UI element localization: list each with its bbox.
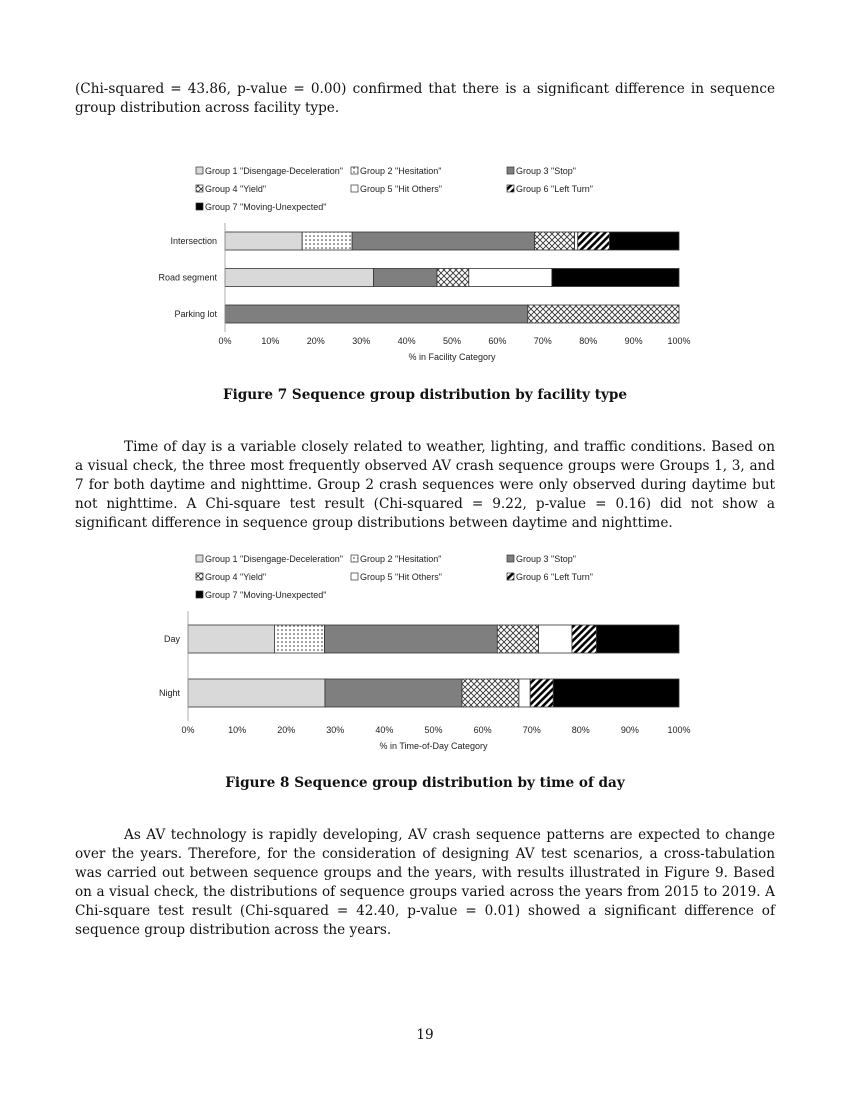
bar-segment-intersection-group-2 — [302, 232, 352, 250]
legend-label-group-2: Group 2 "Hesitation" — [360, 554, 442, 564]
figure-7-caption: Figure 7 Sequence group distribution by facility type — [222, 387, 628, 403]
paragraph-fig7-conclusion: (Chi-squared = 43.86, p-value = 0.00) confirmed that there is a significant difference in sequence group distribution across facility type. — [75, 81, 775, 116]
x-axis-label: % in Time-of-Day Category — [379, 741, 488, 751]
bar-segment-night-group-4 — [462, 679, 519, 707]
x-tick-label-60: 60% — [488, 336, 507, 346]
legend-label-group-7: Group 7 "Moving-Unexpected" — [205, 202, 327, 212]
figure-8-caption: Figure 8 Sequence group distribution by time of day — [225, 775, 625, 791]
x-tick-label-100: 100% — [667, 336, 691, 346]
bar-segment-night-group-5 — [519, 679, 530, 707]
x-tick-label-50: 50% — [424, 725, 443, 735]
legend-swatch-group-3 — [507, 555, 514, 562]
x-tick-label-0: 0% — [218, 336, 232, 346]
bar-segment-night-group-1 — [188, 679, 325, 707]
bar-segment-parking-lot-group-4 — [528, 305, 679, 323]
legend-swatch-group-7 — [196, 591, 203, 598]
x-tick-label-20: 20% — [277, 725, 296, 735]
bar-segment-road-segment-group-7 — [552, 269, 679, 287]
bar-segment-road-segment-group-5 — [469, 269, 552, 287]
legend-label-group-7: Group 7 "Moving-Unexpected" — [205, 590, 327, 600]
x-tick-label-10: 10% — [228, 725, 247, 735]
x-tick-label-80: 80% — [571, 725, 590, 735]
bar-segment-night-group-3 — [325, 679, 462, 707]
bar-segment-road-segment-group-3 — [373, 269, 437, 287]
x-tick-label-90: 90% — [624, 336, 643, 346]
legend-swatch-group-2 — [351, 167, 358, 174]
legend-label-group-6: Group 6 "Left Turn" — [516, 572, 593, 582]
bar-segment-day-group-4 — [497, 625, 538, 653]
x-tick-label-30: 30% — [352, 336, 371, 346]
bar-segment-intersection-group-4 — [535, 232, 575, 250]
x-tick-label-40: 40% — [375, 725, 394, 735]
bar-segment-road-segment-group-4 — [437, 269, 469, 287]
bar-segment-day-group-6 — [572, 625, 597, 653]
legend-swatch-group-4 — [196, 573, 203, 580]
bar-segment-parking-lot-group-3 — [225, 305, 528, 323]
category-label-intersection: Intersection — [170, 236, 217, 246]
category-label-parking-lot: Parking lot — [174, 309, 217, 319]
legend-label-group-5: Group 5 "Hit Others" — [360, 572, 442, 582]
bar-segment-day-group-1 — [188, 625, 274, 653]
x-tick-label-70: 70% — [522, 725, 541, 735]
legend-swatch-group-6 — [507, 573, 514, 580]
legend-swatch-group-3 — [507, 167, 514, 174]
category-label-day: Day — [163, 634, 180, 644]
legend-swatch-group-6 — [507, 185, 514, 192]
bar-segment-intersection-group-1 — [225, 232, 302, 250]
x-tick-label-80: 80% — [579, 336, 598, 346]
legend-label-group-3: Group 3 "Stop" — [516, 166, 576, 176]
bar-segment-intersection-group-7 — [610, 232, 679, 250]
bar-segment-intersection-group-6 — [578, 232, 610, 250]
bar-segment-day-group-7 — [597, 625, 679, 653]
category-label-road-segment: Road segment — [158, 272, 217, 283]
bar-segment-day-group-5 — [539, 625, 572, 653]
legend-swatch-group-5 — [351, 573, 358, 580]
x-axis-label: % in Facility Category — [408, 352, 496, 362]
x-tick-label-90: 90% — [620, 725, 639, 735]
bar-segment-road-segment-group-1 — [225, 269, 373, 287]
x-tick-label-10: 10% — [261, 336, 280, 346]
legend-label-group-2: Group 2 "Hesitation" — [360, 166, 442, 176]
paragraph-time-of-day: Time of day is a variable closely related to weather, lighting, and traffic conditions. Based on a visual check, the three most frequently observed AV crash sequence groups were Groups 1, 3, and 7 for both daytime and nighttime. Group 2 crash sequences were only observed during daytime but not nighttime. A Chi-square test result (Chi-squared = 9.22, p-value = 0.16) did not show a significant difference in sequence group distributions between daytime and nighttime. — [75, 439, 775, 531]
category-label-night: Night — [158, 688, 180, 698]
legend-label-group-4: Group 4 "Yield" — [205, 184, 267, 194]
x-tick-label-0: 0% — [181, 725, 195, 735]
legend-label-group-3: Group 3 "Stop" — [516, 554, 576, 564]
bar-segment-intersection-group-5 — [575, 232, 578, 250]
legend-swatch-group-5 — [351, 185, 358, 192]
legend-label-group-1: Group 1 "Disengage-Deceleration" — [205, 166, 343, 176]
legend-swatch-group-7 — [196, 203, 203, 210]
legend-swatch-group-2 — [351, 555, 358, 562]
legend-label-group-1: Group 1 "Disengage-Deceleration" — [205, 554, 343, 564]
legend-label-group-5: Group 5 "Hit Others" — [360, 184, 442, 194]
page-number: 19 — [416, 1027, 434, 1043]
legend-label-group-6: Group 6 "Left Turn" — [516, 184, 593, 194]
x-tick-label-50: 50% — [442, 336, 462, 346]
x-tick-label-60: 60% — [473, 725, 492, 735]
bar-segment-night-group-6 — [530, 679, 553, 707]
bar-segment-day-group-3 — [324, 625, 497, 653]
x-tick-label-70: 70% — [533, 336, 552, 346]
bar-segment-intersection-group-3 — [352, 232, 535, 250]
legend-swatch-group-1 — [196, 167, 203, 174]
x-tick-label-40: 40% — [397, 336, 416, 346]
legend-label-group-4: Group 4 "Yield" — [205, 572, 267, 582]
bar-segment-night-group-7 — [553, 679, 679, 707]
x-tick-label-30: 30% — [326, 725, 345, 735]
legend-swatch-group-1 — [196, 555, 203, 562]
legend-swatch-group-4 — [196, 185, 203, 192]
x-tick-label-20: 20% — [306, 336, 325, 346]
bar-segment-day-group-2 — [274, 625, 324, 653]
x-tick-label-100: 100% — [667, 725, 691, 735]
paragraph-years: As AV technology is rapidly developing, AV crash sequence patterns are expected to change over the years. Therefore, for the consideration of designing AV test scenarios, a cross-tabulation was carried out between sequence groups and the years, with results illustrated in Figure 9. Based on a visual check, the distributions of sequence groups varied across the years from 2015 to 2019. A Chi-square test result (Chi-squared = 42.40, p-value = 0.01) showed a significant difference of sequence group distribution across the years. — [75, 827, 775, 938]
